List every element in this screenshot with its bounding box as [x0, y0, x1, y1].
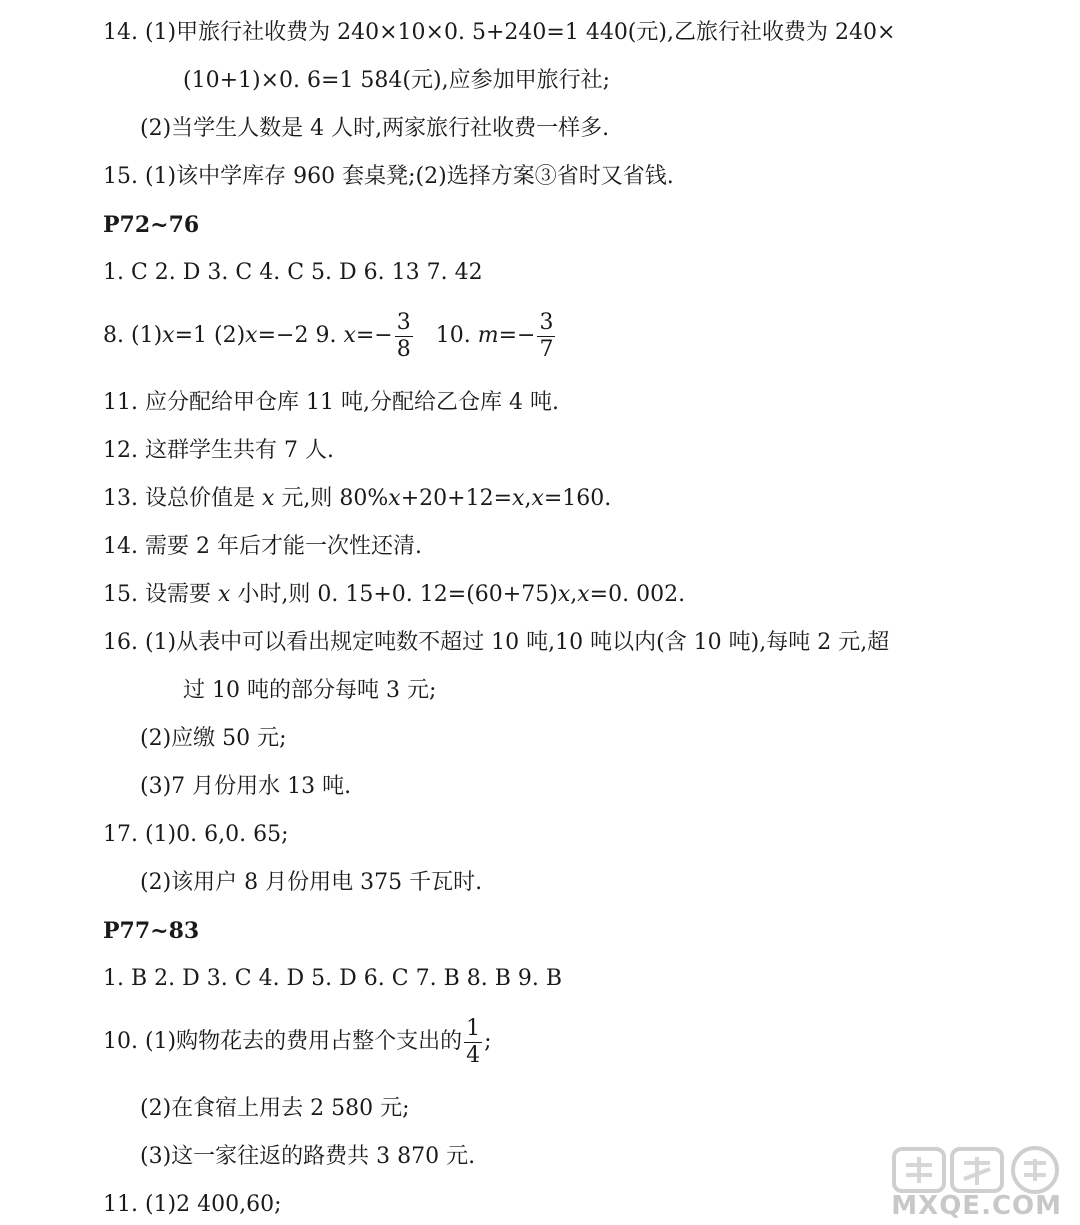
math-var: x [388, 486, 401, 511]
watermark-url: MXQE.COM [891, 1191, 1062, 1221]
fraction-denominator: 7 [539, 336, 554, 362]
answer-10-text: =− [498, 323, 536, 348]
fraction-3-8 [395, 310, 413, 363]
fraction-numerator: 3 [396, 309, 411, 335]
answer-10-3: (3)这一家往返的路费共 3 870 元. [140, 1144, 476, 1169]
answer-14: 14. 需要 2 年后才能一次性还清. [103, 534, 422, 559]
answer-16-2: (2)应缴 50 元; [140, 726, 287, 751]
fraction-denominator: 4 [466, 1042, 481, 1068]
answer-11: 11. 应分配给甲仓库 11 吨,分配给乙仓库 4 吨. [103, 390, 559, 415]
answer-15-text: 小时,则 0. 15+0. 12=(60+75) [237, 582, 558, 607]
answer-10-1 [103, 1014, 1060, 1074]
math-var: x [531, 486, 544, 511]
math-var: x [162, 323, 175, 348]
answer-10-text: 10. (1)购物花去的费用占整个支出的 [103, 1029, 463, 1054]
answer-15-text: =0. 002. [589, 582, 686, 607]
watermark-seal-icon [892, 1145, 1062, 1195]
answer-14-2: (2)当学生人数是 4 人时,两家旅行社收费一样多. [140, 116, 610, 141]
answers-8-10 [103, 308, 1060, 368]
answer-12: 12. 这群学生共有 7 人. [103, 438, 334, 463]
answer-13-text: 13. 设总价值是 [103, 486, 255, 511]
answer-13-text: +20+12= [400, 486, 513, 511]
answer-16-3: (3)7 月份用水 13 吨. [140, 774, 352, 799]
math-var: x [577, 582, 590, 607]
math-var: x [261, 486, 275, 511]
math-var: x [217, 582, 231, 607]
math-var: x [512, 486, 525, 511]
answer-10-2: (2)在食宿上用去 2 580 元; [140, 1096, 410, 1121]
answer-16-1-line2: 过 10 吨的部分每吨 3 元; [183, 678, 437, 703]
answer-17-2: (2)该用户 8 月份用电 375 千瓦时. [140, 870, 483, 895]
answer-10-text: ; [484, 1029, 492, 1054]
answer-11-1: 11. (1)2 400,60; [103, 1192, 282, 1217]
watermark [882, 1135, 1072, 1225]
answer-15: 15. (1)该中学库存 960 套桌凳;(2)选择方案③省时又省钱. [103, 164, 674, 189]
section-heading-p77-83: P77~83 [103, 918, 200, 944]
answer-14-1-line1: 14. (1)甲旅行社收费为 240×10×0. 5+240=1 440(元),乙旅行社收费为 240× [103, 20, 896, 45]
answer-13 [103, 484, 1060, 514]
fraction-denominator: 8 [396, 336, 411, 362]
answer-9-text: =− [355, 323, 393, 348]
answer-15-text: , [570, 582, 578, 607]
answer-8-text: 8. (1) [103, 323, 163, 348]
math-var: x [343, 323, 356, 348]
fraction-numerator: 3 [539, 309, 554, 335]
fraction-numerator: 1 [466, 1015, 481, 1041]
answer-16-1-line1: 16. (1)从表中可以看出规定吨数不超过 10 吨,10 吨以内(含 10 吨),每吨 2 元,超 [103, 630, 890, 655]
answer-10-text: 10. [414, 323, 471, 348]
fraction-1-4 [464, 1016, 482, 1069]
math-var: x [245, 323, 258, 348]
math-var: x [557, 582, 571, 607]
answer-8-text: =1 (2) [174, 323, 246, 348]
answer-15b [103, 580, 1060, 610]
answer-13-text: , [524, 486, 532, 511]
answer-9-text: =−2 9. [257, 323, 337, 348]
answer-14-1-line2: (10+1)×0. 6=1 584(元),应参加甲旅行社; [183, 68, 610, 93]
answer-15-text: 15. 设需要 [103, 582, 211, 607]
section-heading-p72-76: P72~76 [103, 212, 200, 238]
math-var: m [477, 323, 499, 348]
answer-17-1: 17. (1)0. 6,0. 65; [103, 822, 289, 847]
answers-1-9: 1. B 2. D 3. C 4. D 5. D 6. C 7. B 8. B 9. B [103, 966, 563, 991]
answer-13-text: =160. [543, 486, 612, 511]
fraction-3-7 [537, 310, 555, 363]
answer-13-text: 元,则 80% [281, 486, 389, 511]
answers-1-7: 1. C 2. D 3. C 4. C 5. D 6. 13 7. 42 [103, 260, 483, 285]
